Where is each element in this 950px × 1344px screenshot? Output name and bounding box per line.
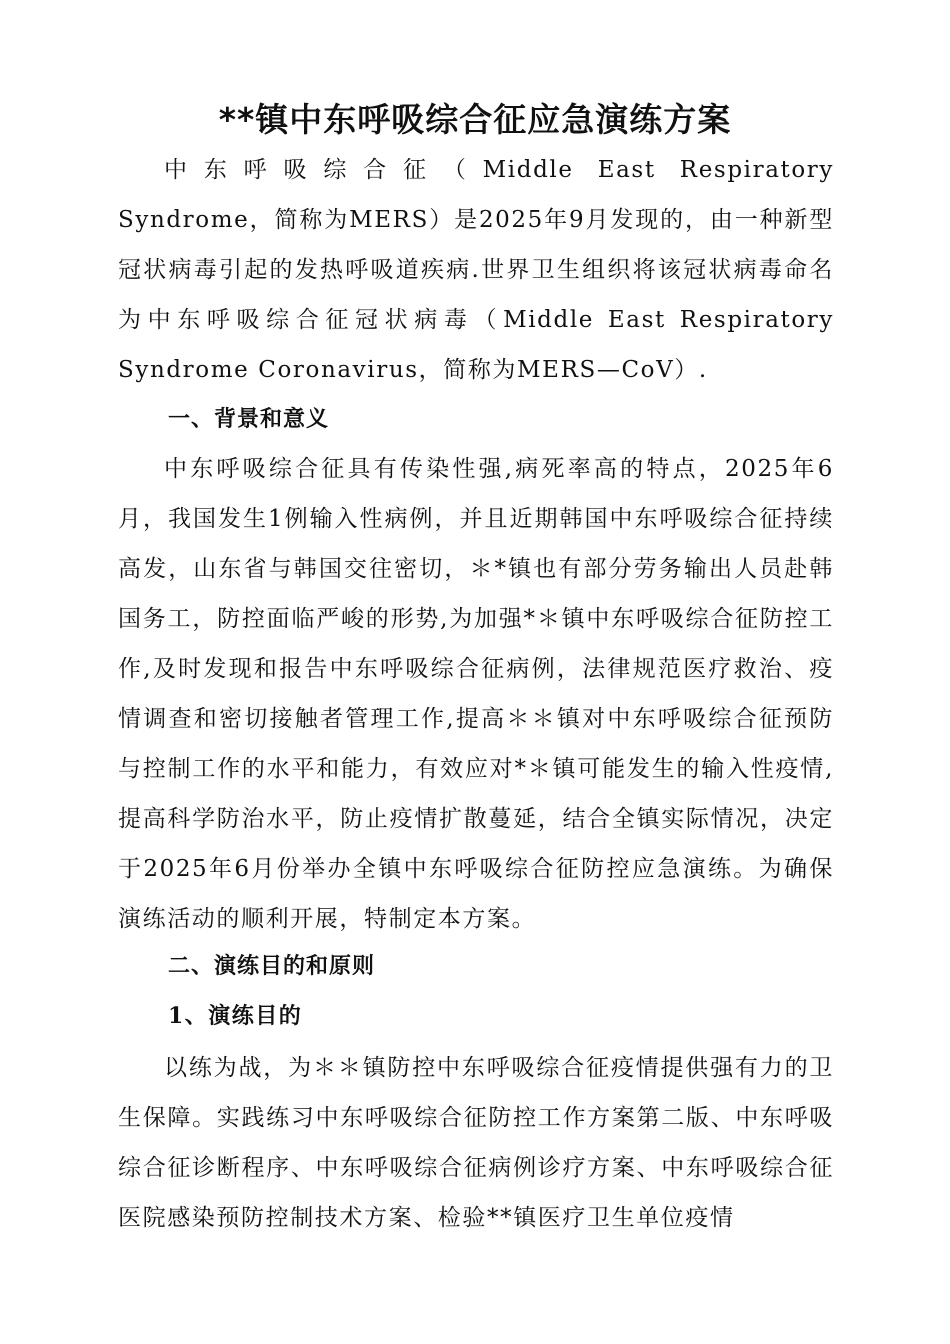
intro-paragraph: 中东呼吸综合征（Middle East Respiratory Syndrome，简称为MERS）是2025年9月发现的，由一种新型冠状病毒引起的发热呼吸道疾病.世界卫生组织将该冠状病毒命名为中东呼吸综合征冠状病毒（Middle East Respiratory Syndrome Coronavirus，简称为MERS—CoV）. (118, 157, 834, 383)
document-title: **镇中东呼吸综合征应急演练方案 (218, 100, 732, 139)
section-heading-background: 一、背景和意义 (168, 407, 330, 432)
background-paragraph: 中东呼吸综合征具有传染性强,病死率高的特点，2025年6月，我国发生1例输入性病例，并且近期韩国中东呼吸综合征持续高发，山东省与韩国交往密切，＊*镇也有部分劳务输出人员赴韩国务工，防控面临严峻的形势,为加强*＊镇中东呼吸综合征防控工作,及时发现和报告中东呼吸综合征病例，法律规范医疗救治、疫情调查和密切接触者管理工作,提高＊＊镇对中东呼吸综合征预防与控制工作的水平和能力，有效应对*＊镇可能发生的输入性疫情,提高科学防治水平，防止疫情扩散蔓延，结合全镇实际情况，决定于2025年6月份举办全镇中东呼吸综合征防控应急演练。为确保演练活动的顺利开展，特制定本方案。 (118, 456, 834, 932)
drill-purpose-paragraph: 以练为战，为＊＊镇防控中东呼吸综合征疫情提供强有力的卫生保障。实践练习中东呼吸综合征防控工作方案第二版、中东呼吸综合征诊断程序、中东呼吸综合征病例诊疗方案、中东呼吸综合征医院感染预防控制技术方案、检验**镇医疗卫生单位疫情 (118, 1055, 834, 1231)
section-heading-purpose-principles: 二、演练目的和原则 (168, 954, 376, 979)
subheading-drill-purpose: 1、演练目的 (168, 1003, 303, 1029)
